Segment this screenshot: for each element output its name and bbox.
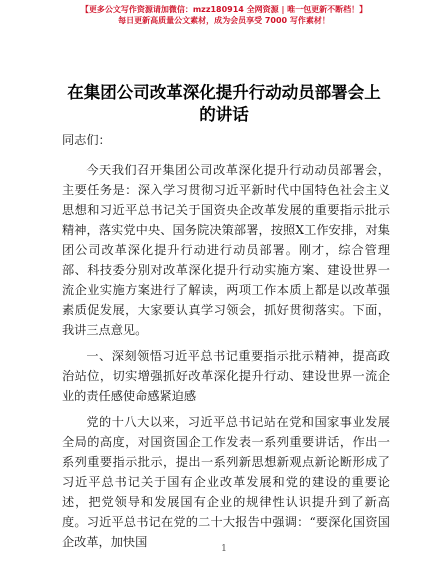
promo-banner: [0, 4, 448, 26]
page-number: 1: [221, 544, 227, 554]
document-body: [62, 130, 390, 558]
promo-line-2: 每日更新高质量公文素材，成为会员享受 7000 写作素材！: [118, 16, 330, 25]
paragraph-intro: 今天我们召开集团公司改革深化提升行动动员部署会，主要任务是：深入学习贯彻习近平新时代中国特色社会主义思想和习近平总书记关于国资央企改革发展的重要指示批示精神，落实党中央、国务院决策部署，按照X工作安排，对集团公司改革深化提升行动进行动员部署。刚才，综合管理部、科技委分别对改革深化提升行动实施方案、建设世界一流企业实施方案进行了解读，两项工作本质上都是以改革强素质促发展，大家要认真学习领会，抓好贯彻落实。下面，我讲三点意见。: [62, 163, 390, 337]
document-title: 在集团公司改革深化提升行动动员部署会上的讲话: [67, 83, 381, 124]
salutation: 同志们：: [62, 133, 111, 147]
promo-line-1: 【更多公文写作资源请加微信：mzz180914 全网资源 | 唯一包更新不断档！】: [80, 5, 368, 14]
paragraph-section-1: 党的十八大以来，习近平总书记站在党和国家事业发展全局的高度，对国资国企工作发表一系列重要讲话，作出一系列重要指示批示，提出一系列新思想新观点新论断形成了习近平总书记关于国有企业改革发展和党的建设的重要论述，把党领导和发展国有企业的规律性认识提升到了新高度。习近平总书记在党的二十大报告中强调：“要深化国资国企改革，加快国: [62, 415, 390, 549]
section-heading-1: 一、深刻领悟习近平总书记重要指示批示精神，提高政治站位，切实增强抓好改革深化提升行动、建设世界一流企业的责任感使命感紧迫感: [62, 349, 390, 403]
